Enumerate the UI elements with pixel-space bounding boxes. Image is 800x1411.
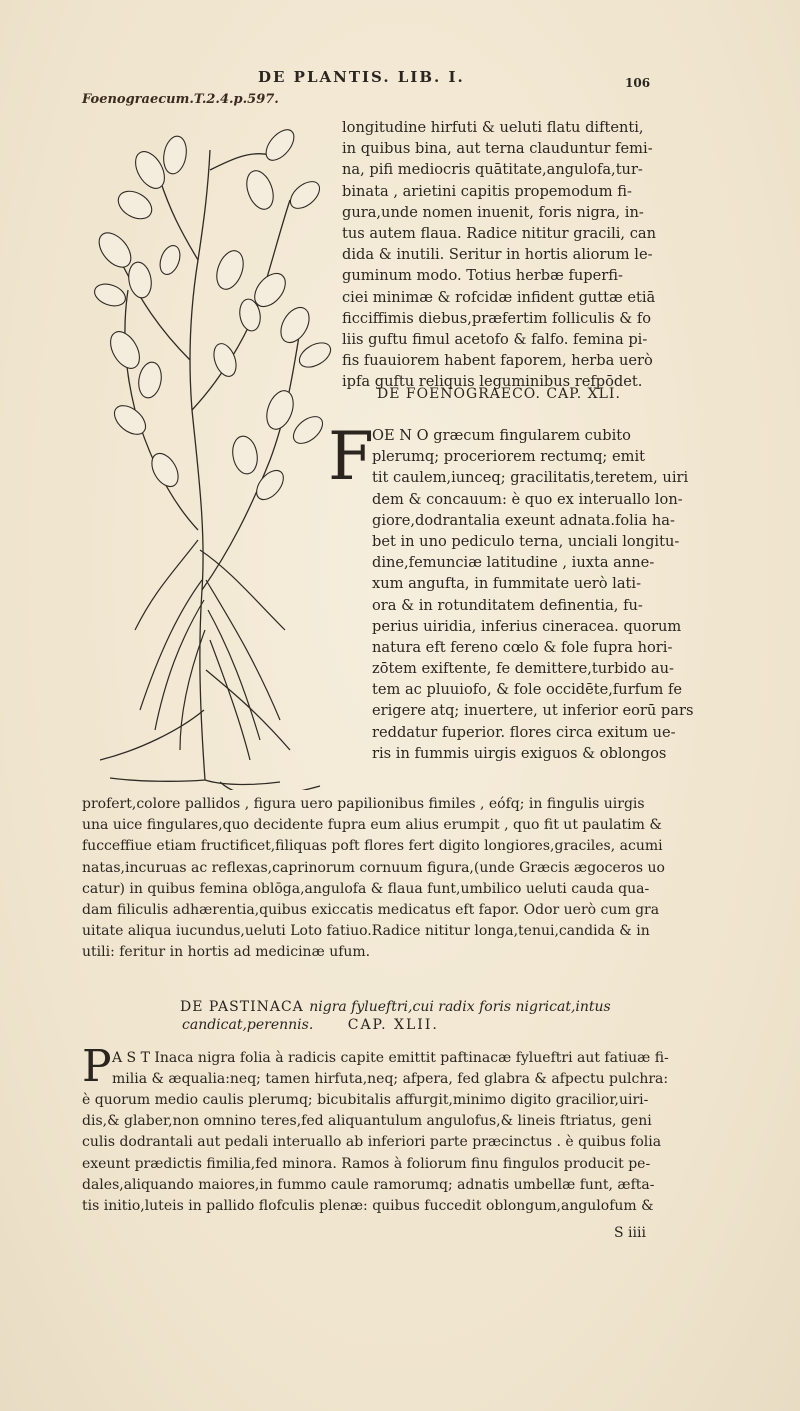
heading-main: DE PASTINACA xyxy=(180,999,304,1015)
text-line: in quibus bina, aut terna clauduntur femi- xyxy=(342,140,653,158)
text-line: dales,aliquando maiores,in fummo caule ramorumq; adnatis umbellæ funt, æfta- xyxy=(82,1176,655,1193)
text-line: erigere atq; inuertere, ut inferior eorū pars xyxy=(372,702,694,720)
chapter-heading-pastinaca xyxy=(180,999,611,1015)
page-number: 106 xyxy=(625,76,651,90)
text-line: dem & concauum: è quo ex interuallo lon- xyxy=(372,490,683,508)
manuscript-note: Foenograecum.T.2.4.p.597. xyxy=(82,92,279,107)
text-line: giore,dodrantalia exeunt adnata.folia ha- xyxy=(372,511,675,529)
text-line: perius uiridia, inferius cineracea. quorum xyxy=(372,617,682,635)
text-line: exeunt prædictis fimilia,fed minora. Ramos à foliorum finu fingulos producit pe- xyxy=(82,1155,651,1172)
text-line: dis,& glaber,non omnino teres,fed aliquantulum angulofus,& lineis ftriatus, geni xyxy=(82,1113,652,1130)
text-line: guminum modo. Totius herbæ fuperfi- xyxy=(342,267,623,285)
text-line: catur) in quibus femina oblōga,angulofa & flaua funt,umbilico ueluti cauda qua- xyxy=(82,880,650,897)
pastinaca-text xyxy=(82,1090,661,1217)
text-line: natas,incuruas ac reflexas,caprinorum cornuum figura,(unde Græcis ægoceros uo xyxy=(82,859,665,876)
text-line: profert,colore pallidos , figura uero papilionibus fimiles , eófq; in fingulis uirgis xyxy=(82,796,645,812)
text-line: fucceffiue etiam fructificet,filiquas poft flores fert digito longiores,graciles, acumi xyxy=(82,838,663,855)
full-width-text xyxy=(82,794,665,964)
text-line: plerumq; proceriorem rectumq; emit xyxy=(372,448,645,466)
text-line: zōtem exiftente, fe demittere,turbido au- xyxy=(372,660,674,678)
plant-woodcut-illustration xyxy=(80,110,338,790)
drop-initial-p: P xyxy=(82,1041,112,1092)
text-line: ciei minimæ & rofcidæ infident guttæ etiā xyxy=(342,288,656,306)
text-line: xum angufta, in fummitate uerò lati- xyxy=(372,575,642,593)
text-line: A S T Inaca nigra folia à radicis capite emittit paftinacæ fylueftri aut fatiuæ fi- xyxy=(112,1050,669,1066)
heading-italic: candicat,perennis. xyxy=(182,1017,314,1033)
drop-initial-f: F xyxy=(328,418,374,495)
running-head: DE PLANTIS. LIB. I. xyxy=(258,68,465,86)
text-line: è quorum medio caulis plerumq; bicubitalis affurgit,minimo digito gracilior,uiri- xyxy=(82,1092,649,1108)
chapter-heading-pastinaca-line2 xyxy=(182,1017,439,1033)
text-line: dine,femunciæ latitudine , iuxta anne- xyxy=(372,554,655,572)
text-line: dida & inutili. Seritur in hortis aliorum le- xyxy=(342,246,653,264)
text-line: utili: feritur in hortis ad medicinæ ufum. xyxy=(82,944,371,961)
text-line: tit caulem,iunceq; gracilitatis,teretem, uiri xyxy=(372,469,689,487)
text-line: na, pifi mediocris quātitate,angulofa,tur- xyxy=(342,161,643,179)
foenograeco-text xyxy=(372,425,693,764)
chapter-heading-foenograeco: DE FOENOGRAECO. CAP. XLI. xyxy=(377,386,621,402)
text-line: una uice fingulares,quo decidente fupra eum alius erumpit , quo fit ut paulatim & xyxy=(82,817,662,834)
text-line: tus autem flaua. Radice nititur gracili, can xyxy=(342,224,656,242)
text-line: ipfa guftu reliquis leguminibus refpōdet. xyxy=(342,373,643,391)
text-line: milia & æqualia:neq; tamen hirfuta,neq; afpera, fed glabra & afpectu pulchra: xyxy=(112,1071,669,1088)
signature-mark: S iiii xyxy=(614,1225,646,1241)
text-line: dam filiculis adhærentia,quibus exiccatis medicatus eft fapor. Odor uerò cum gra xyxy=(82,901,660,918)
pastinaca-first-lines xyxy=(112,1048,669,1090)
text-line: OE N O græcum fingularem cubito xyxy=(372,427,631,444)
text-line: uitate aliqua iucundus,ueluti Loto fatiuo.Radice nititur longa,tenui,candida & in xyxy=(82,923,650,940)
text-line: reddatur fuperior. flores circa exitum ue- xyxy=(372,723,676,741)
text-line: natura eft fereno cœlo & fole fupra hori- xyxy=(372,638,673,656)
text-line: bet in uno pediculo terna, unciali longitu- xyxy=(372,532,680,550)
text-line: ficciffimis diebus,præfertim folliculis & fo xyxy=(342,309,652,327)
text-line: binata , arietini capitis propemodum fi- xyxy=(342,182,632,200)
text-line: liis guftu fimul acetofo & falfo. femina pi- xyxy=(342,330,648,348)
text-line: fis fuauiorem habent faporem, herba uerò xyxy=(342,352,653,370)
text-line: tem ac pluuiofo, & fole occidēte,furfum fe xyxy=(372,681,682,699)
text-line: ris in fummis uirgis exiguos & oblongos xyxy=(372,744,667,762)
right-column-text xyxy=(342,117,656,392)
heading-italic: nigra fylueftri,cui radix foris nigricat,intus xyxy=(309,999,611,1015)
text-line: culis dodrantali aut pedali interuallo ab inferiori parte præcinctus . è quibus folia xyxy=(82,1134,662,1151)
chapter-number: CAP. XLII. xyxy=(347,1017,439,1033)
text-line: gura,unde nomen inuenit, foris nigra, in- xyxy=(342,203,644,221)
text-line: tis initio,luteis in pallido flofculis plenæ: quibus fuccedit oblongum,angulofum & xyxy=(82,1197,654,1214)
text-line: longitudine hirfuti & ueluti flatu diftenti, xyxy=(342,119,644,136)
text-line: ora & in rotunditatem definentia, fu- xyxy=(372,596,643,614)
